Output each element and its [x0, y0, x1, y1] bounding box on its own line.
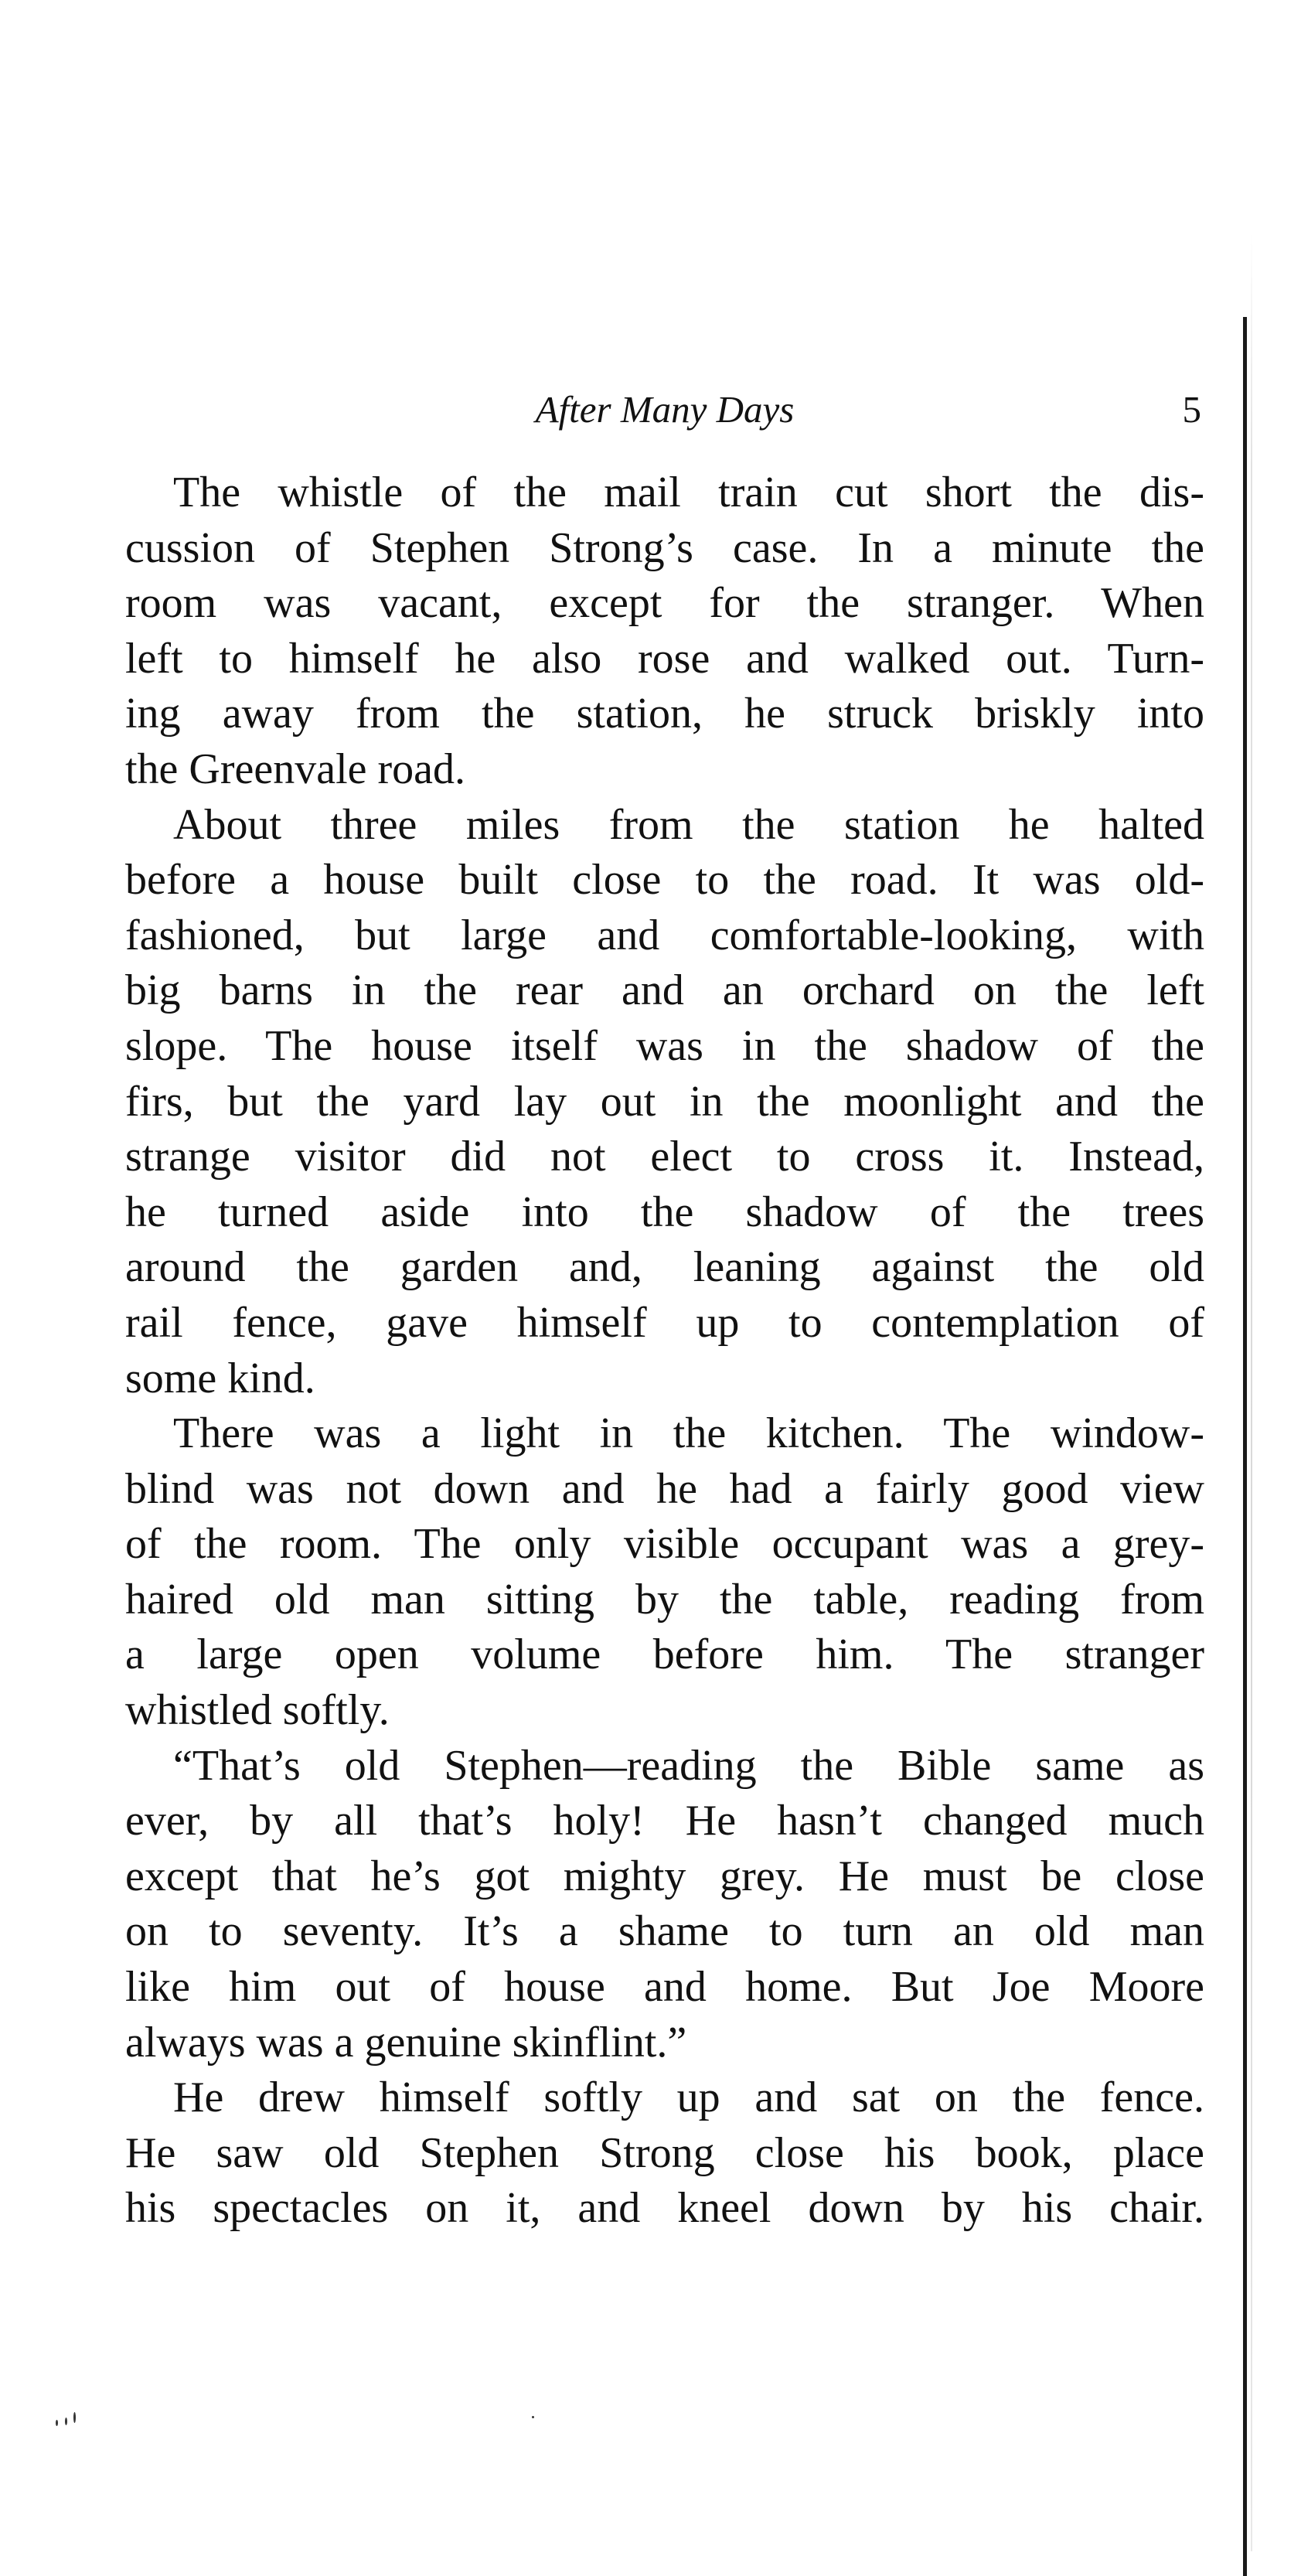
text-line: ing away from the station, he struck briskly into — [125, 690, 1204, 738]
paragraph — [125, 1739, 1204, 2071]
text-line: There was a light in the kitchen. The window- — [173, 1409, 1204, 1458]
text-line: He saw old Stephen Strong close his book, place — [125, 2128, 1204, 2177]
text-line: whistled softly. — [125, 1686, 390, 1735]
text-line: he turned aside into the shadow of the trees — [125, 1187, 1204, 1236]
text-line: slope. The house itself was in the shadow of the — [125, 1021, 1204, 1070]
text-line: cussion of Stephen Strong’s case. In a minute the — [125, 523, 1204, 572]
scan-speck — [532, 2416, 534, 2418]
running-head — [124, 379, 1206, 441]
text-line: his spectacles on it, and kneel down by his chair. — [125, 2184, 1204, 2233]
scan-speck — [56, 2420, 58, 2426]
text-line: ever, by all that’s holy! He hasn’t changed much — [125, 1797, 1204, 1845]
scan-speck — [73, 2412, 76, 2423]
text-line: some kind. — [125, 1354, 315, 1402]
text-line: left to himself he also rose and walked out. Turn- — [125, 634, 1204, 683]
text-line: room was vacant, except for the stranger. When — [125, 579, 1204, 628]
text-line: like him out of house and home. But Joe Moore — [125, 1963, 1204, 2012]
text-line: big barns in the rear and an orchard on the left — [125, 966, 1204, 1015]
text-line: About three miles from the station he halted — [173, 800, 1204, 849]
text-line: the Greenvale road. — [125, 745, 465, 793]
scan-speck — [65, 2418, 67, 2425]
text-line: strange visitor did not elect to cross it. Instead, — [125, 1133, 1204, 1181]
text-line: “That’s old Stephen—reading the Bible same as — [173, 1741, 1204, 1790]
page-edge-line — [1243, 317, 1247, 2576]
text-line: fashioned, but large and comfortable-looking, with — [125, 911, 1204, 959]
text-line: of the room. The only visible occupant was a grey- — [125, 1520, 1204, 1569]
text-line: blind was not down and he had a fairly good view — [125, 1464, 1204, 1513]
text-line: on to seventy. It’s a shame to turn an old man — [125, 1907, 1204, 1956]
page-number: 5 — [1182, 388, 1201, 431]
paragraph — [125, 798, 1204, 1407]
paragraph — [125, 1406, 1204, 1739]
text-line: except that he’s got mighty grey. He must be close — [125, 1852, 1204, 1900]
text-line: rail fence, gave himself up to contemplation of — [125, 1298, 1204, 1347]
text-line: The whistle of the mail train cut short the dis- — [173, 469, 1204, 516]
text-line: a large open volume before him. The stranger — [125, 1630, 1204, 1679]
paragraph — [125, 465, 1204, 798]
text-line: around the garden and, leaning against the old — [125, 1243, 1204, 1292]
text-line: He drew himself softly up and sat on the fence. — [173, 2073, 1204, 2122]
text-line: before a house built close to the road. It was old- — [125, 856, 1204, 905]
page-gutter-shadow — [1251, 232, 1252, 2551]
body-text — [125, 465, 1204, 2237]
paragraph — [125, 2070, 1204, 2237]
text-line: haired old man sitting by the table, reading from — [125, 1575, 1204, 1624]
text-line: firs, but the yard lay out in the moonlight and the — [125, 1077, 1204, 1126]
text-line: always was a genuine skinflint.” — [125, 2018, 687, 2067]
running-title: After Many Days — [535, 388, 795, 431]
